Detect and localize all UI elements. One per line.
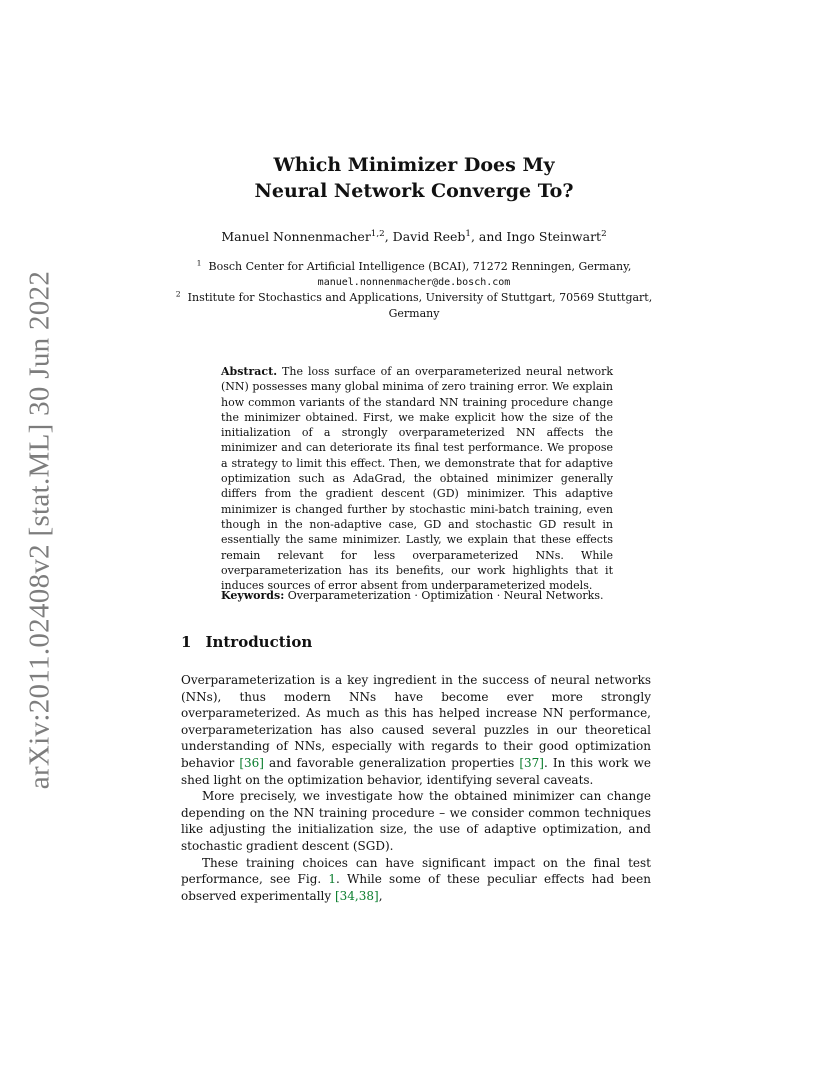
figure-link[interactable]: 1 [328, 872, 337, 887]
paper-title [0, 152, 828, 204]
affiliation-1 [0, 259, 828, 275]
author-2: David Reeb [392, 229, 466, 244]
section-heading [181, 633, 312, 651]
citation-link[interactable]: [37] [519, 755, 544, 770]
affiliation-1-number: 1 [196, 258, 202, 268]
affiliation-2-country: Germany [388, 306, 440, 320]
paragraph-text: Overparameterization is a key ingredient in the success of neural networks (NNs), thus modern NNs have become ever more strongly overparameterized. As much as this has helped increase NN performance, overparameterization has also caused several puzzles in our theoretical understanding of NNs, especially with regards to their good optimization behavior [181, 673, 651, 770]
affiliations [0, 259, 828, 321]
citation-link[interactable]: [34,38] [334, 888, 379, 903]
title-line-1: Which Minimizer Does My [273, 154, 555, 176]
arxiv-identifier: arXiv:2011.02408v2 [stat.ML] 30 Jun 2022 [23, 270, 56, 790]
paragraph-text: . While some of these peculiar effects had been observed experimentally [181, 872, 651, 903]
affiliation-2-text: Institute for Stochastics and Applications, University of Stuttgart, 70569 Stuttgart, [187, 291, 653, 304]
author-1: Manuel Nonnenmacher [221, 229, 371, 244]
body-text [181, 672, 651, 904]
abstract [221, 364, 613, 593]
paragraph-2: More precisely, we investigate how the obtained minimizer can change depending on the NN training procedure – we consider common techniques like adjusting the initialization size, the use of adaptive optimization, and stochastic gradient descent (SGD). [181, 789, 651, 853]
paragraph-text: , [378, 888, 383, 903]
author-separator: , and [470, 229, 507, 244]
paragraph-1 [181, 672, 651, 788]
author-2-affiliation: 1 [465, 228, 471, 239]
abstract-label: Abstract. [221, 365, 278, 378]
affiliation-2 [0, 290, 828, 306]
author-3-affiliation: 2 [601, 228, 607, 239]
citation-link[interactable]: [36] [239, 755, 264, 770]
keywords [221, 589, 613, 602]
affiliation-1-text: Bosch Center for Artificial Intelligence (BCAI), 71272 Renningen, Germany, [208, 260, 632, 273]
author-list [0, 229, 828, 244]
keywords-text: Overparameterization · Optimization · Neural Networks. [287, 589, 604, 602]
section-number: 1 [181, 633, 192, 651]
keywords-label: Keywords: [221, 589, 285, 602]
author-3: Ingo Steinwart [506, 229, 602, 244]
author-email[interactable]: manuel.nonnenmacher@de.bosch.com [317, 276, 511, 288]
paragraph-text: . In this work we shed light on the optimization behavior, identifying several caveats. [181, 755, 651, 787]
author-1-affiliation: 1,2 [370, 228, 385, 239]
paragraph-text: These training choices can have significant impact on the final test performance, see Fig. [181, 855, 651, 887]
abstract-text: The loss surface of an overparameterized neural network (NN) possesses many global minima of zero training error. We explain how common variants of the standard NN training procedure change the minimizer obtained. First, we make explicit how the size of the initialization of a strongly overparameterized NN affects the minimizer and can deteriorate its final test performance. We propose a strategy to limit this effect. Then, we demonstrate that for adaptive optimization such as AdaGrad, the obtained minimizer generally differs from the gradient descent (GD) minimizer. This adaptive minimizer is changed further by stochastic mini-batch training, even though in the non-adaptive case, GD and stochastic GD result in essentially the same minimizer. Lastly, we explain that these effects remain relevant for less overparameterized NNs. While overparameterization has its benefits, our work highlights that it induces sources of error absent from underparameterized models. [221, 365, 613, 593]
affiliation-2-number: 2 [175, 289, 181, 299]
paragraph-3 [181, 855, 651, 905]
paragraph-text: and favorable generalization properties [263, 755, 520, 770]
arxiv-side-label [20, 270, 60, 790]
section-title: Introduction [205, 633, 313, 651]
author-separator: , [384, 229, 393, 244]
title-line-2: Neural Network Converge To? [254, 180, 574, 202]
